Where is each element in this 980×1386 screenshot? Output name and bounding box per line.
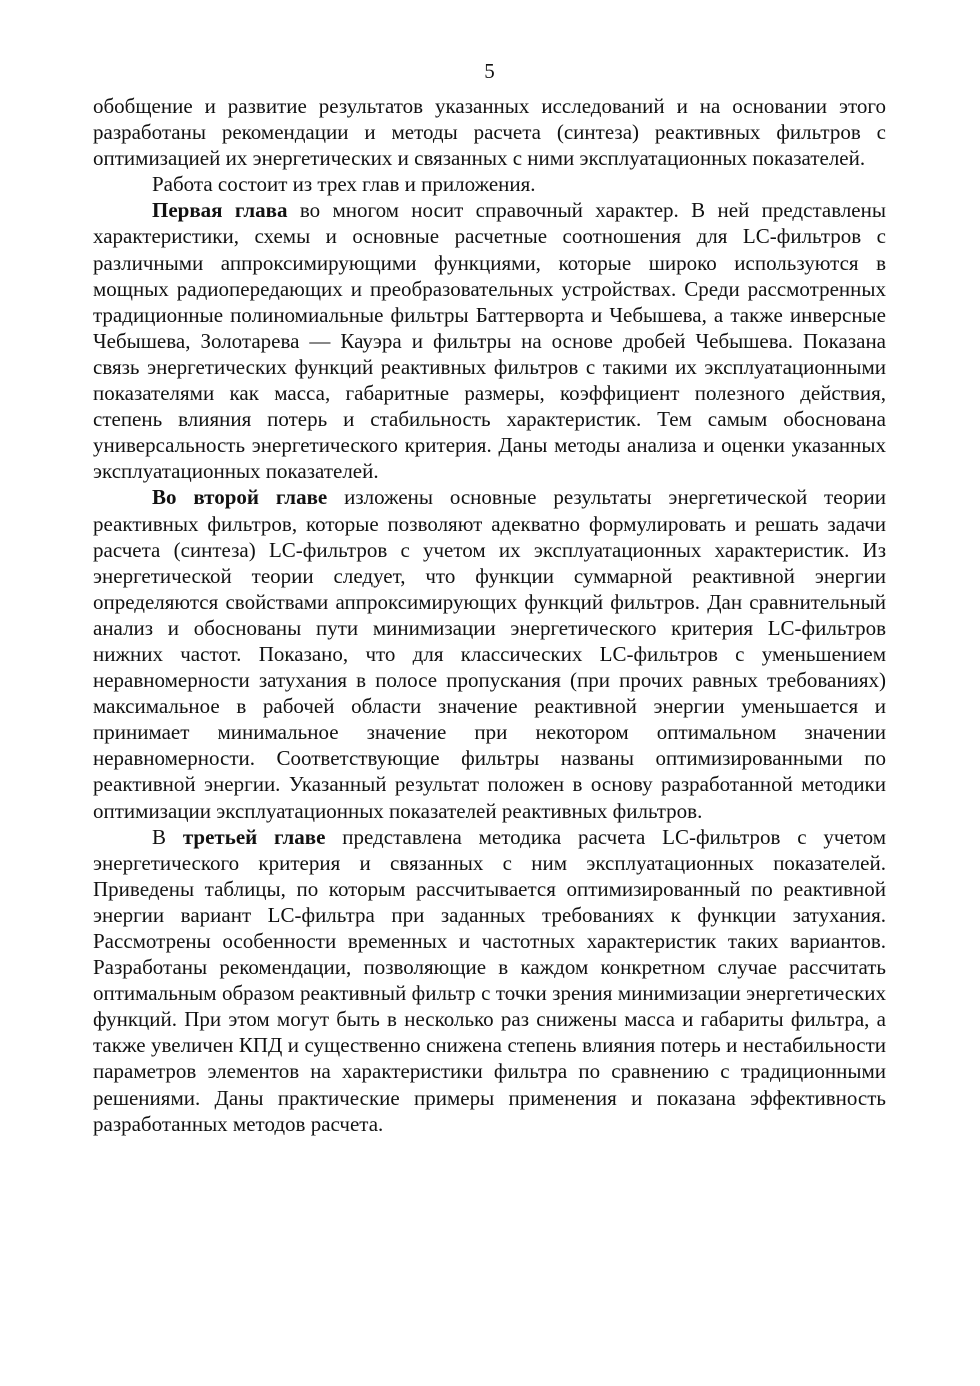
document-page xyxy=(93,58,886,1137)
paragraph-text: изложены основные результаты энергетической теории реактивных фильтров, которые позволяют адекватно формулировать и решать задачи расчета (синтеза) LC-фильтров с учетом их эксплуатационных характеристик. Из энергетической теории следует, что функции суммарной реактивной энергии определяются свойствами аппроксимирующих функций фильтров. Дан сравнительный анализ и обоснованы пути минимизации энергетического критерия LC-фильтров нижних частот. Показано, что для классических LC-фильтров с уменьшением неравномерности затухания в полосе пропускания (при прочих равных требованиях) максимальное в рабочей области значение реактивной энергии уменьшается и принимает минимальное значение при некотором оптимальном значении неравномерности. Соответствующие фильтры названы оптимизированными по реактивной энергии. Указанный результат положен в основу разработанной методики оптимизации эксплуатационных показателей реактивных фильтров. xyxy=(93,485,886,823)
paragraph-chapter-two xyxy=(93,484,886,823)
paragraph-text: Работа состоит из трех глав и приложения. xyxy=(152,172,536,197)
paragraph-text: представлена методика расчета LC-фильтров с учетом энергетического критерия и связанных с ним эксплуатационных показателей. Приведены таблицы, по которым рассчитывается оптимизированный по реактивной энергии вариант LC-фильтра при заданных требованиях к функции затухания. Рассмотрены особенности временных и частотных характеристик таких вариантов. Разработаны рекомендации, позволяющие в каждом конкретном случае рассчитать оптимальным образом реактивный фильтр с точки зрения минимизации энергетических функций. При этом могут быть в несколько раз снижены масса и габариты фильтра, а также увеличен КПД и существенно снижена степень влияния потерь и нестабильности параметров элементов на характеристики фильтра по сравнению с традиционными решениями. Даны практические примеры применения и показана эффективность разработанных методов расчета. xyxy=(93,824,887,1136)
paragraph-intro-continuation xyxy=(93,93,886,171)
chapter-two-lead: Во второй главе xyxy=(152,485,328,510)
paragraph-text: обобщение и развитие результатов указанных исследований и на основании этого разработаны рекомендации и методы расчета (синтеза) реактивных фильтров с оптимизацией их энергетических и связанных с ними эксплуатационных показателей. xyxy=(93,94,886,171)
chapter-three-lead: третьей главе xyxy=(182,824,326,849)
paragraph-text: во многом носит справочный характер. В ней представлены характеристики, схемы и основные расчетные соотношения для LC-фильтров с различными аппроксимирующими функциями, которые широко используются в мощных радиопередающих и преобразовательных устройствах. Среди рассмотренных традиционные полиномиальные фильтры Баттерворта и Чебышева, а также инверсные Чебышева, Золотарева — Кауэра и фильтры на основе дробей Чебышева. Показана связь энергетических функций реактивных фильтров с такими их эксплуатационными показателями как масса, габаритные размеры, коэффициент полезного действия, степень влияния потерь и стабильность характеристик. Тем самым обоснована универсальность энергетического критерия. Даны методы анализа и оценки указанных эксплуатационных показателей. xyxy=(93,198,886,484)
paragraph-structure xyxy=(93,171,886,197)
paragraph-chapter-one xyxy=(93,197,886,484)
paragraph-chapter-three xyxy=(93,824,886,1137)
page-number: 5 xyxy=(484,59,495,83)
chapter-one-lead: Первая глава xyxy=(152,198,288,223)
paragraph-prefix: В xyxy=(152,824,183,849)
